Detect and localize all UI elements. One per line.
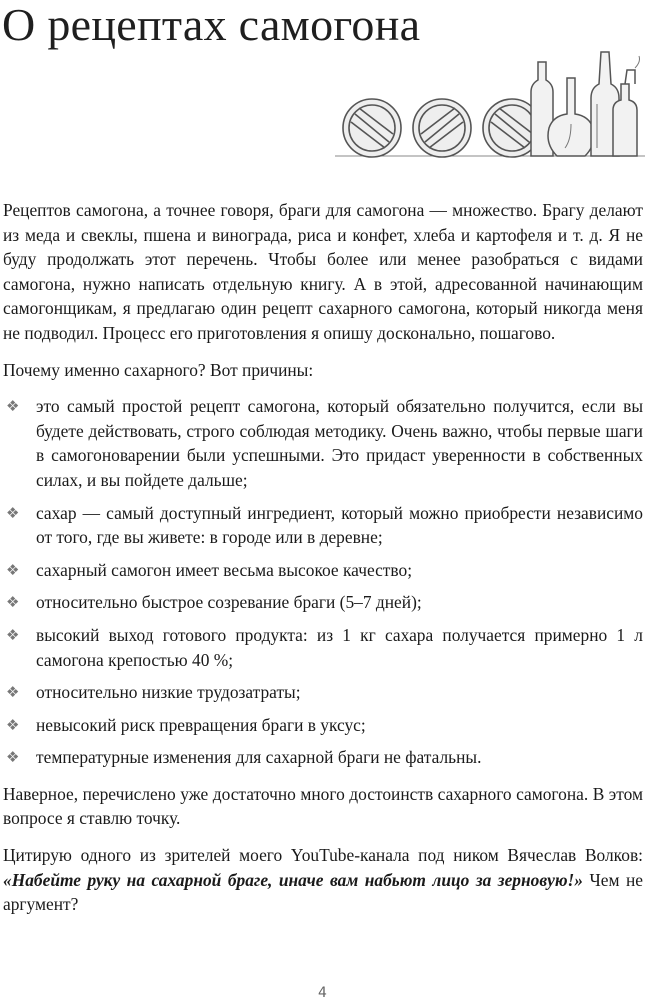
page-number: 4 (318, 985, 327, 1001)
viewer-quote: «Набейте руку на сахарной браге, иначе вам набьют лицо за зерновую!» (3, 869, 583, 890)
list-item: ❖ сахарный самогон имеет весьма высокое качество; (3, 558, 643, 583)
diamond-bullet-icon: ❖ (6, 625, 20, 644)
why-paragraph: Почему именно сахарного? Вот причины: (3, 359, 314, 380)
list-item: ❖ невысокий риск превращения браги в уксус; (3, 713, 643, 738)
diamond-bullet-icon: ❖ (6, 715, 20, 734)
list-item: ❖ относительно быстрое созревание браги (5–7 дней); (3, 590, 643, 615)
main-text (3, 198, 643, 929)
page-title: О рецептах самогона (2, 0, 421, 50)
list-item: ❖ это самый простой рецепт самогона, который обязательно получится, если вы будете действовать, строго соблюдая методику. Очень важно, чтобы первые шаги в самогоноварении были успешными. Это придаст уверенности в собственных силах, и вы пойдете дальше; (6, 396, 643, 490)
diamond-bullet-icon: ❖ (6, 593, 20, 612)
list-item: ❖ высокий выход готового продукта: из 1 кг сахара получается примерно 1 л самогона крепостью 40 %; (6, 624, 643, 670)
diamond-bullet-icon: ❖ (6, 560, 20, 579)
list-item: ❖ сахар — самый доступный ингредиент, который можно приобрести независимо от того, где вы живете: в городе или в деревне; (6, 502, 643, 548)
quote-paragraph: Цитирую одного из зрителей моего YouTube-канала под ником Вячеслав Волков: «Набейте руку на сахарной браге, иначе вам набьют лицо за зерновую!» Чем не аргумент? (3, 845, 643, 915)
barrels-and-bottles-illustration (335, 44, 645, 164)
diamond-bullet-icon: ❖ (6, 683, 20, 702)
list-item: ❖ температурные изменения для сахарной браги не фатальны. (3, 745, 643, 770)
enough-paragraph: Наверное, перечислено уже достаточно много достоинств сахарного самогона. В этом вопросе я ставлю точку. (3, 783, 643, 829)
list-item: ❖ относительно низкие трудозатраты; (3, 680, 643, 705)
intro-paragraph: Рецептов самогона, а точнее говоря, браги для самогона — множество. Брагу делают из меда и свеклы, пшена и винограда, риса и конфет, хлеба и картофеля и т. д. Я не буду продолжать этот перечень. Чтобы более или менее разобраться с видами самогона, нужно написать отдельную книгу. А в этой, адресованной начинающим самогонщикам, я предлагаю один рецепт сахарного самогона, который никогда меня не подводил. Процесс его приготовления я опишу досконально, пошагово. (3, 200, 643, 343)
diamond-bullet-icon: ❖ (6, 748, 20, 767)
reasons-list (3, 394, 643, 770)
diamond-bullet-icon: ❖ (6, 503, 20, 522)
diamond-bullet-icon: ❖ (6, 397, 20, 416)
